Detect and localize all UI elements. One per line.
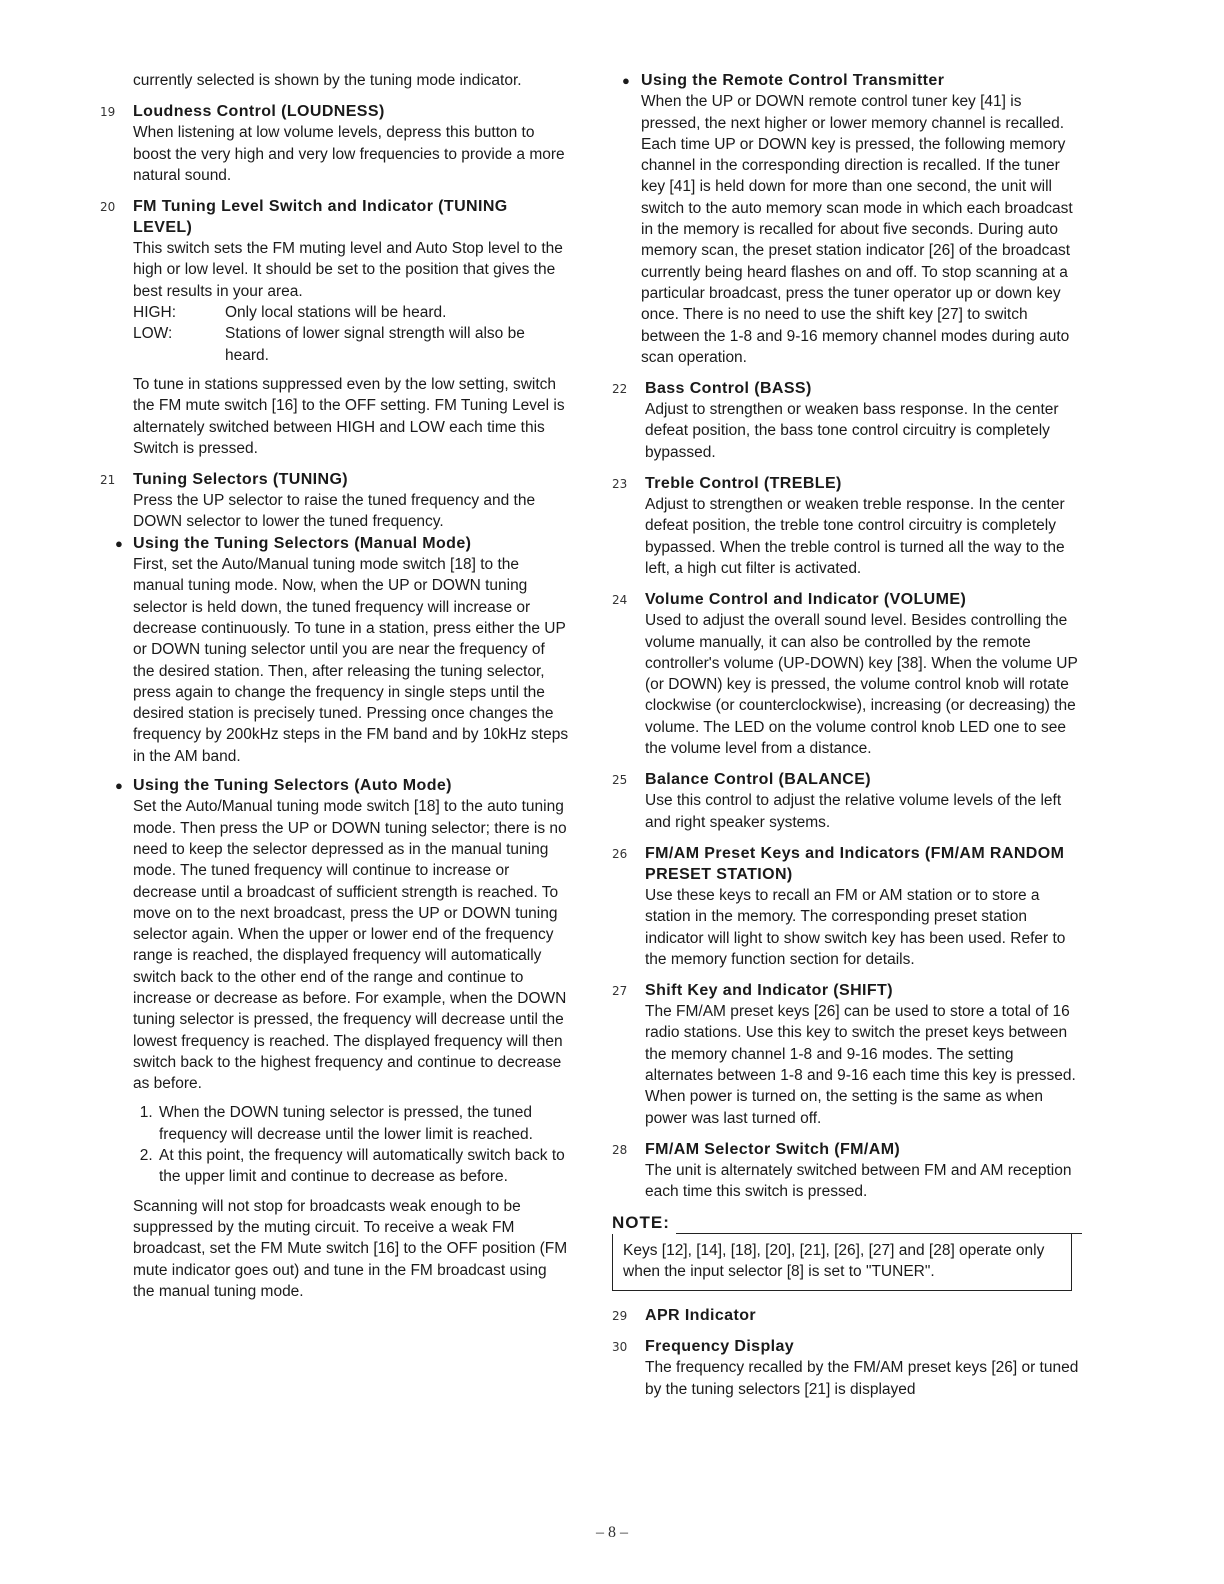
section-body: Used to adjust the overall sound level. Besides controlling the volume manually, it can also be controlled by the remote controller's volume (UP-DOWN) key [38]. When the volume UP (or DOWN) key is pressed, the volume control knob will rotate clockwise (or counterclockwise), increasing (or decreasing) the volume. The LED on the volume control knob LED one to see the volume level from a distance. <box>645 612 1078 758</box>
page-number: – 8 – <box>596 1524 628 1541</box>
section-29-apr <box>612 1305 1082 1326</box>
section-number: 20 <box>100 200 116 215</box>
section-23-treble <box>612 473 1082 579</box>
section-body-2: To tune in stations suppressed even by the low setting, switch the FM mute switch [16] to the OFF setting. FM Tuning Level is alternately switched between HIGH and LOW each time this Switch is pressed. <box>133 375 565 457</box>
section-title: Volume Control and Indicator (VOLUME) <box>645 591 967 609</box>
section-number: 29 <box>612 1309 628 1324</box>
section-28-fm-am <box>612 1139 1082 1203</box>
steps-list <box>133 1102 570 1187</box>
note-rule <box>676 1221 1082 1234</box>
section-body: Use these keys to recall an FM or AM station or to store a station in the memory. The corresponding preset station indicator will light to show switch key has been used. Refer to the memory function section for details. <box>645 886 1066 968</box>
section-body: The unit is alternately switched between FM and AM reception each time this switch is pressed. <box>645 1161 1072 1201</box>
section-27-shift <box>612 980 1082 1129</box>
section-body: Use this control to adjust the relative volume levels of the left and right speaker systems. <box>645 792 1062 831</box>
step-item: 2. At this point, the frequency will automatically switch back to the upper limit and continue to decrease as before. <box>157 1145 570 1188</box>
high-desc: Only local stations will be heard. <box>225 304 447 322</box>
section-title: FM/AM Preset Keys and Indicators (FM/AM RANDOM PRESET STATION) <box>645 844 1065 883</box>
section-number: 26 <box>612 846 628 861</box>
note-block <box>612 1212 1082 1291</box>
low-term: LOW: <box>133 325 173 343</box>
section-body: This switch sets the FM muting level and Auto Stop level to the high or low level. It should be set to the position that gives the best results in your area. <box>133 240 563 300</box>
scanning-note: Scanning will not stop for broadcasts weak enough to be suppressed by the muting circuit. To receive a weak FM broadcast, set the FM Mute switch [16] to the OFF position (FM mute indicator goes out) and tune in the FM broadcast using the manual tuning mode. <box>133 1197 568 1300</box>
subsection-body: Set the Auto/Manual tuning mode switch [18] to the auto tuning mode. Then press the UP or DOWN tuning selector; there is no need to keep the selector depressed as in the manual tuning mode. The tuned frequency will continue to increase or decrease until a broadcast of sufficient strength is reached. To move on to the next broadcast, press the UP or DOWN tuning selector again. When the upper or lower end of the frequency range is reached, the displayed frequency will automatically switch back to the other end of the range and continue to increase or decrease as before. For example, when the DOWN tuning selector is pressed, the frequency will decrease until the lowest frequency is reached. The displayed frequency will then switch back to the highest frequency and continue to decrease as before. <box>133 798 567 1093</box>
section-body: The FM/AM preset keys [26] can be used to store a total of 16 radio stations. Use this key to switch the preset keys between the memory channel 1-8 and 9-16 modes. The setting alternates between 1-8 and 9-16 each time this key is pressed. When power is turned on, the setting is the same as when power was last turned off. <box>645 1003 1076 1127</box>
section-body: The frequency recalled by the FM/AM preset keys [26] or tuned by the tuning selectors [21] is displayed <box>645 1359 1079 1398</box>
section-number: 27 <box>612 984 628 999</box>
section-20-tuning-level <box>100 196 570 459</box>
section-title: APR Indicator <box>645 1307 756 1325</box>
remote-control-body: When the UP or DOWN remote control tuner key [41] is pressed, the next higher or lower memory channel is recalled. Each time UP or DOWN key is pressed, the following memory channel in the corresponding direction is recalled. If the tuner key [41] is held down for more than one second, the unit will switch to the auto memory scan mode in which each broadcast in the memory is recalled for about five seconds. During auto memory scan, the preset station indicator [26] of the broadcast currently being heard flashes on and off. To stop scanning at a particular broadcast, press the tuner operator up or down key once. There is no need to use the shift key [27] to switch between the 1-8 and 9-16 memory channel modes during auto scan operation. <box>641 93 1073 366</box>
section-number: 21 <box>100 473 116 488</box>
section-19-loudness <box>100 101 570 186</box>
low-desc: Stations of lower signal strength will also be heard. <box>225 325 525 364</box>
section-26-preset-keys <box>612 843 1082 970</box>
remote-control-title: ● Using the Remote Control Transmitter <box>612 70 1082 91</box>
section-25-balance <box>612 769 1082 833</box>
section-number: 24 <box>612 593 628 608</box>
section-21-tuning-selectors <box>100 469 570 1302</box>
right-column <box>612 70 1082 1410</box>
section-number: 30 <box>612 1340 628 1355</box>
section-body: Adjust to strengthen or weaken treble response. In the center defeat position, the treble tone control circuitry is completely bypassed. When the treble control is turned all the way to the left, a high cut filter is activated. <box>645 496 1065 577</box>
section-body: When listening at low volume levels, depress this button to boost the very high and very low frequencies to provide a more natural sound. <box>133 124 565 184</box>
section-title: Loudness Control (LOUDNESS) <box>133 103 385 121</box>
section-number: 28 <box>612 1142 628 1157</box>
subsection-title: ● Using the Tuning Selectors (Auto Mode) <box>133 775 570 796</box>
section-number: 19 <box>100 105 116 120</box>
manual-mode-subsection <box>133 533 570 767</box>
left-column <box>100 70 570 1312</box>
intro-text: currently selected is shown by the tuning mode indicator. <box>133 72 522 89</box>
section-22-bass <box>612 378 1082 463</box>
section-30-frequency-display <box>612 1336 1082 1400</box>
section-title: FM/AM Selector Switch (FM/AM) <box>645 1140 901 1158</box>
subsection-title: ● Using the Tuning Selectors (Manual Mode) <box>133 533 570 554</box>
section-title: Shift Key and Indicator (SHIFT) <box>645 982 893 1000</box>
high-term: HIGH: <box>133 304 177 322</box>
section-title: Tuning Selectors (TUNING) <box>133 471 349 489</box>
subsection-body: First, set the Auto/Manual tuning mode switch [18] to the manual tuning mode. Now, when the UP or DOWN tuning selector is held down, the tuned frequency will increase or decrease continuously. To tune in a station, press either the UP or DOWN tuning selector until you are near the frequency of the desired station. Then, after releasing the tuning selector, press again to change the frequency in single steps until the desired station is precisely tuned. Pressing once changes the frequency by 200kHz steps in the FM band and by 10kHz steps in the AM band. <box>133 556 569 765</box>
note-box <box>612 1234 1072 1292</box>
section-title: Frequency Display <box>645 1338 795 1356</box>
section-title: Bass Control (BASS) <box>645 380 812 398</box>
level-definitions <box>133 302 570 366</box>
section-title: Treble Control (TREBLE) <box>645 475 842 493</box>
section-body: Adjust to strengthen or weaken bass response. In the center defeat position, the bass tone control circuitry is completely bypassed. <box>645 401 1059 461</box>
section-body: Press the UP selector to raise the tuned frequency and the DOWN selector to lower the tuned frequency. <box>133 492 536 531</box>
section-number: 23 <box>612 477 628 492</box>
auto-mode-subsection <box>133 775 570 1094</box>
step-item: 1. When the DOWN tuning selector is pressed, the tuned frequency will decrease until the lower limit is reached. <box>157 1102 570 1145</box>
section-number: 22 <box>612 382 628 397</box>
note-body: Keys [12], [14], [18], [20], [21], [26], [27] and [28] operate only when the input selector [8] is set to "TUNER". <box>623 1241 1045 1281</box>
note-title: NOTE: <box>612 1213 670 1233</box>
section-24-volume <box>612 589 1082 759</box>
section-number: 25 <box>612 773 628 788</box>
section-title: Balance Control (BALANCE) <box>645 771 872 789</box>
section-title: FM Tuning Level Switch and Indicator (TUNING LEVEL) <box>133 198 508 237</box>
